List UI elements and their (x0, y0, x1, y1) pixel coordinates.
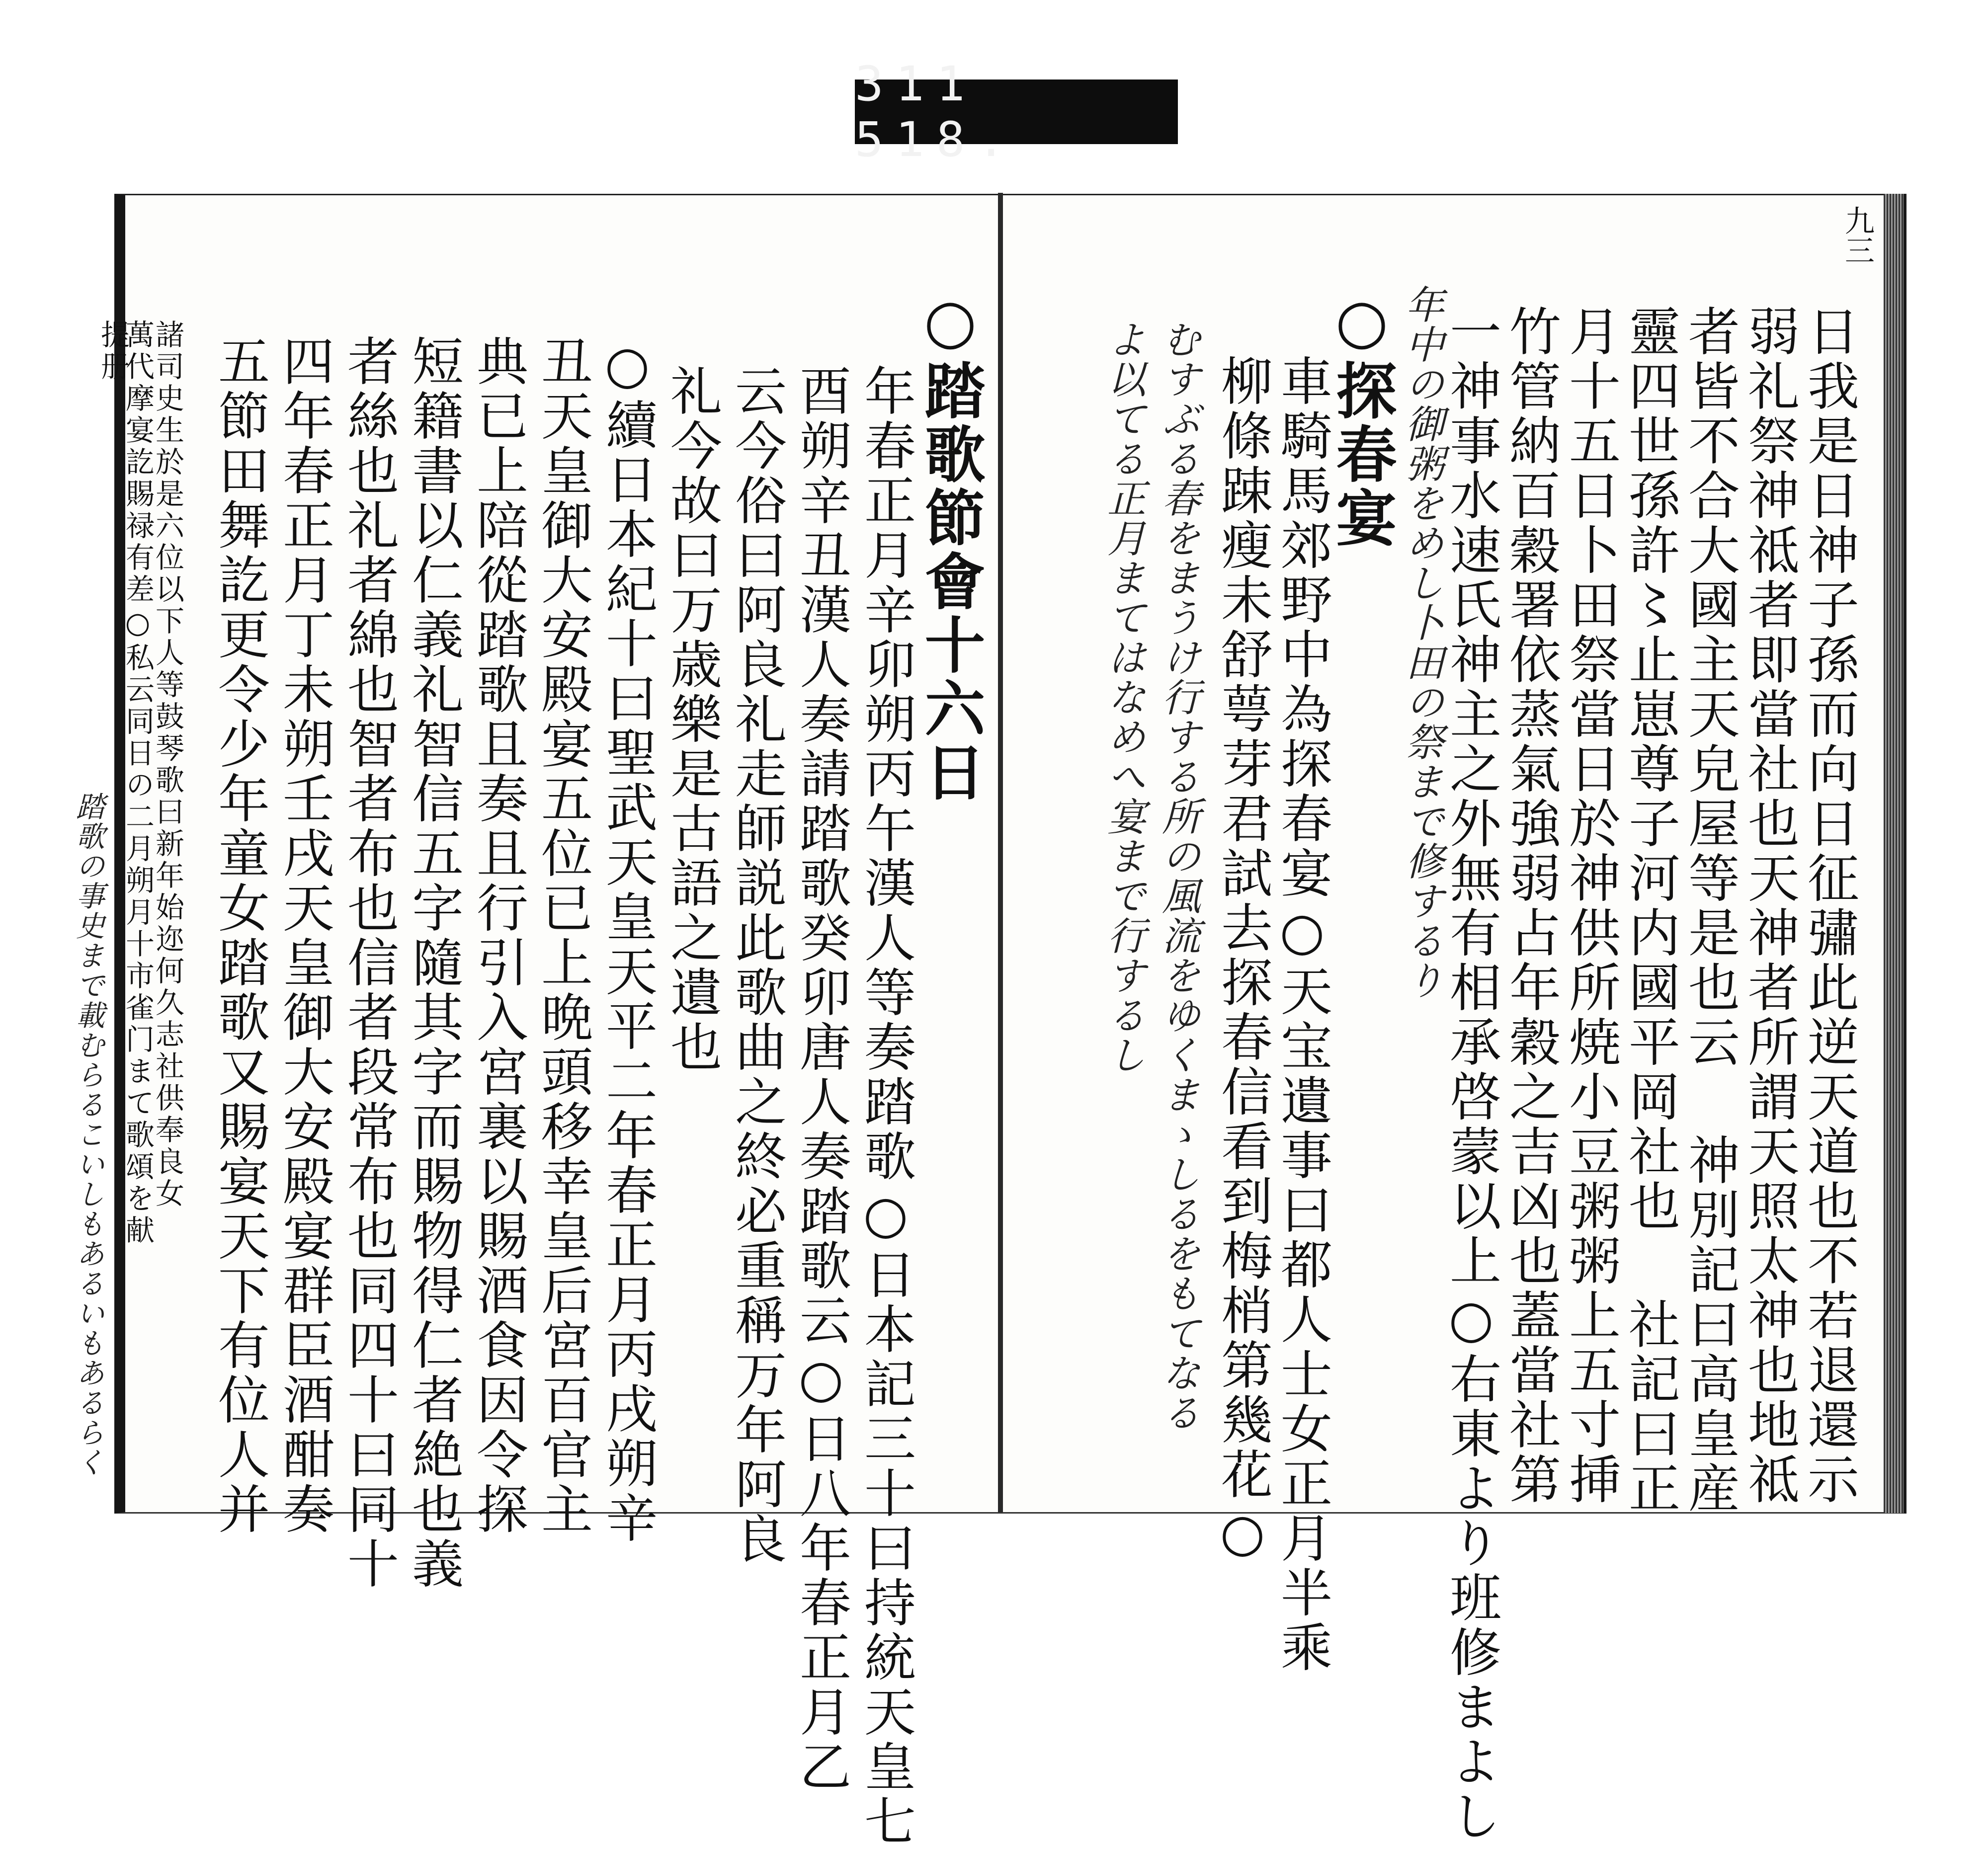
left-column-15: 提册 (96, 320, 130, 383)
right-column-8: 年中の御粥をめし卜田の祭まで修するり (1399, 285, 1444, 1000)
left-column-16: 踏歌の事史まで載むらるこいしもあるいもあるらく (71, 792, 105, 1477)
right-column-3: 者皆不合大國主天皃屋等是也云 神別記曰高皇産 (1679, 305, 1740, 1516)
left-column-11: 四年春正月丁未朔壬戌天皇御大安殿宴群臣酒酣奏 (274, 334, 334, 1537)
right-column-7: 一神事水速氏神主之外無有相承啓蒙以上○右東より班修まよし (1441, 305, 1501, 1844)
left-column-7: 丑天皇御大安殿宴五位已上晩頭移幸皇后宮百官主 (532, 334, 593, 1537)
left-column-6: ○續日本紀十曰聖武天皇天平二年春正月丙戌朔辛 (597, 334, 658, 1546)
scan-top-edge (0, 0, 1988, 15)
left-column-4: 云今俗曰阿良礼走師説此歌曲之終必重稱万年阿良 (726, 364, 787, 1567)
right-page (1004, 194, 1906, 1844)
right-column-12: むすぶる春をまうけ行する所の風流をゆくまゝしるをもてなる (1156, 320, 1200, 1433)
left-column-13: 諸司史生於是六位以下人等鼓琴歌曰新年始迩何久志社供奉良女 (151, 320, 184, 1210)
right-column-1: 日我是日神子孫而向日征彇此逆天道也不若退還示 (1799, 305, 1859, 1507)
left-column-1: ○踏歌節會十六日 (914, 285, 986, 804)
right-column-13: よ以てる正月まてはなめへ宴まで行するし (1101, 320, 1146, 1075)
right-column-6: 竹管納百穀署依蒸氣強弱占年穀之吉凶也蓋當社第 (1500, 305, 1561, 1507)
page-number: 九三 (1840, 205, 1875, 265)
left-column-8: 典已上陪從踏歌且奏且行引入宮裏以賜酒食因令探 (468, 334, 528, 1537)
left-column-14: 萬代摩宴訖賜禄有差○私云同日の二月朔月十市雀门まて歌頌を献 (121, 320, 155, 1247)
left-column-10: 者絲也礼者綿也智者布也信者段常布也同四十曰同十 (338, 334, 399, 1592)
left-column-2: 年春正月辛卯朔丙午漢人等奏踏歌○日本記三十曰持統天皇七 (855, 364, 916, 1849)
left-column-3: 酉朔辛丑漢人奏請踏歌癸卯唐人奏踏歌云○日八年春正月乙 (791, 364, 851, 1794)
left-column-12: 五節田舞訖更令少年童女踏歌又賜宴天下有位人并 (209, 334, 270, 1537)
book-gutter (998, 193, 1003, 1512)
page-edge-stack (1884, 194, 1904, 1513)
call-number-label (855, 56, 1178, 167)
right-column-5: 月十五日卜田祭當日於神供所焼小豆粥粥上五寸挿 (1560, 305, 1621, 1507)
right-column-4: 靈四世孫許〻止崽尊子河内國平岡社也 社記曰正 (1620, 305, 1680, 1516)
left-column-9: 短籍書以仁義礼智信五字隨其字而賜物得仁者絶也義 (403, 334, 464, 1592)
right-column-10: 車騎馬郊野中為探春宴○天宝遺事曰都人士女正月半乘 (1272, 354, 1332, 1675)
right-column-2: 弱礼祭神祗者即當社也天神者所謂天照太神也地祗 (1739, 305, 1800, 1507)
left-column-5: 礼今故曰万歳樂是古語之遺也 (662, 364, 722, 1075)
left-page (71, 194, 1015, 1849)
right-column-11: 柳條踈瘦未舒萼芽君試去探春信看到梅梢第幾花○ (1212, 354, 1273, 1566)
right-column-9: ○探春宴 (1326, 285, 1398, 550)
call-number-text: 311 518. (855, 56, 1018, 167)
